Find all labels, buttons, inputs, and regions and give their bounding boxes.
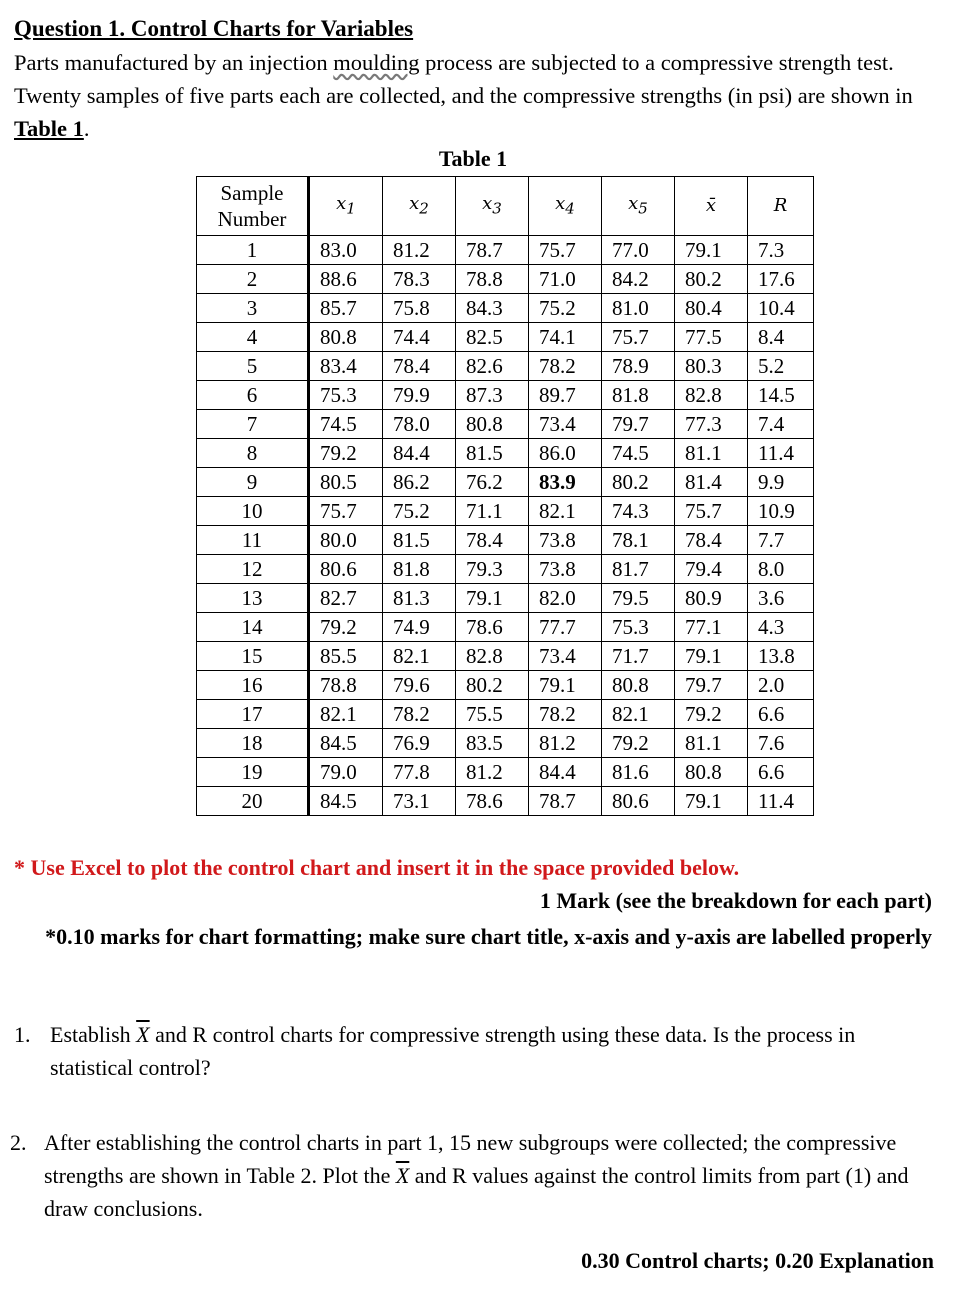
value-cell: 73.8 bbox=[529, 526, 602, 555]
table-row bbox=[197, 497, 814, 526]
formatting-note: *0.10 marks for chart formatting; make sure chart title, x-axis and y-axis are labelled properly bbox=[45, 924, 932, 949]
sample-number-cell: 6 bbox=[197, 381, 309, 410]
header-xbar: x̄ bbox=[675, 177, 748, 236]
sample-number-cell: 3 bbox=[197, 294, 309, 323]
value-cell: 79.4 bbox=[675, 555, 748, 584]
value-cell: 75.7 bbox=[602, 323, 675, 352]
sample-number-cell: 10 bbox=[197, 497, 309, 526]
value-cell: 81.8 bbox=[602, 381, 675, 410]
value-cell: 78.7 bbox=[529, 787, 602, 816]
sample-number-cell: 5 bbox=[197, 352, 309, 381]
sample-number-cell: 17 bbox=[197, 700, 309, 729]
table-row bbox=[197, 323, 814, 352]
value-cell: 73.4 bbox=[529, 642, 602, 671]
value-cell: 84.3 bbox=[456, 294, 529, 323]
value-cell: 80.2 bbox=[602, 468, 675, 497]
value-cell: 82.7 bbox=[309, 584, 383, 613]
value-cell: 6.6 bbox=[748, 758, 814, 787]
header-x2: $x_2$ bbox=[383, 177, 456, 236]
value-cell: 75.2 bbox=[383, 497, 456, 526]
value-cell: 81.3 bbox=[383, 584, 456, 613]
value-cell: 73.1 bbox=[383, 787, 456, 816]
value-cell: 78.6 bbox=[456, 613, 529, 642]
value-cell: 81.4 bbox=[675, 468, 748, 497]
value-cell: 5.2 bbox=[748, 352, 814, 381]
table-row bbox=[197, 671, 814, 700]
table-row bbox=[197, 555, 814, 584]
sample-number-cell: 12 bbox=[197, 555, 309, 584]
value-cell: 74.9 bbox=[383, 613, 456, 642]
value-cell: 82.1 bbox=[602, 700, 675, 729]
value-cell: 81.2 bbox=[529, 729, 602, 758]
value-cell: 4.3 bbox=[748, 613, 814, 642]
value-cell: 13.8 bbox=[748, 642, 814, 671]
value-cell: 79.7 bbox=[675, 671, 748, 700]
value-cell: 78.0 bbox=[383, 410, 456, 439]
value-cell: 78.9 bbox=[602, 352, 675, 381]
value-cell: 75.7 bbox=[309, 497, 383, 526]
sample-number-cell: 19 bbox=[197, 758, 309, 787]
value-cell: 79.2 bbox=[602, 729, 675, 758]
value-cell: 8.0 bbox=[748, 555, 814, 584]
value-cell: 78.6 bbox=[456, 787, 529, 816]
value-cell: 81.2 bbox=[383, 236, 456, 265]
sample-number-cell: 9 bbox=[197, 468, 309, 497]
sample-number-cell: 18 bbox=[197, 729, 309, 758]
sample-number-cell: 7 bbox=[197, 410, 309, 439]
value-cell: 81.8 bbox=[383, 555, 456, 584]
value-cell: 79.1 bbox=[675, 787, 748, 816]
table-row bbox=[197, 352, 814, 381]
item-number: 1. bbox=[14, 1022, 31, 1047]
value-cell: 83.5 bbox=[456, 729, 529, 758]
value-cell: 75.3 bbox=[309, 381, 383, 410]
value-cell: 80.2 bbox=[675, 265, 748, 294]
intro-end: . bbox=[83, 116, 90, 141]
sample-number-cell: 14 bbox=[197, 613, 309, 642]
value-cell: 81.1 bbox=[675, 729, 748, 758]
value-cell: 80.8 bbox=[602, 671, 675, 700]
value-cell: 80.3 bbox=[675, 352, 748, 381]
value-cell: 73.4 bbox=[529, 410, 602, 439]
value-cell: 86.0 bbox=[529, 439, 602, 468]
value-cell: 80.6 bbox=[602, 787, 675, 816]
question-title: Question 1. Control Charts for Variables bbox=[14, 16, 414, 41]
value-cell: 73.8 bbox=[529, 555, 602, 584]
value-cell: 82.1 bbox=[383, 642, 456, 671]
value-cell: 7.4 bbox=[748, 410, 814, 439]
value-cell: 82.8 bbox=[456, 642, 529, 671]
table-row bbox=[197, 265, 814, 294]
question-item-1 bbox=[14, 1018, 934, 1088]
value-cell: 80.0 bbox=[309, 526, 383, 555]
table-row bbox=[197, 236, 814, 265]
table-reference: Table 1 bbox=[14, 116, 84, 141]
value-cell: 78.4 bbox=[675, 526, 748, 555]
value-cell: 78.8 bbox=[309, 671, 383, 700]
value-cell: 79.1 bbox=[675, 236, 748, 265]
value-cell: 80.9 bbox=[675, 584, 748, 613]
value-cell: 78.2 bbox=[529, 352, 602, 381]
header-sample-number: Sample Number bbox=[197, 177, 309, 236]
value-cell: 75.2 bbox=[529, 294, 602, 323]
value-cell: 79.0 bbox=[309, 758, 383, 787]
table-row bbox=[197, 613, 814, 642]
xbar-symbol: $\overline{X}$ bbox=[395, 1163, 410, 1188]
marks-footer: 0.30 Control charts; 0.20 Explanation bbox=[581, 1248, 934, 1273]
value-cell: 71.7 bbox=[602, 642, 675, 671]
value-cell: 81.5 bbox=[456, 439, 529, 468]
value-cell: 89.7 bbox=[529, 381, 602, 410]
value-cell: 11.4 bbox=[748, 439, 814, 468]
value-cell: 14.5 bbox=[748, 381, 814, 410]
value-cell: 71.1 bbox=[456, 497, 529, 526]
value-cell: 77.5 bbox=[675, 323, 748, 352]
value-cell: 79.2 bbox=[675, 700, 748, 729]
value-cell: 80.8 bbox=[309, 323, 383, 352]
value-cell: 78.4 bbox=[456, 526, 529, 555]
value-cell: 81.6 bbox=[602, 758, 675, 787]
value-cell: 17.6 bbox=[748, 265, 814, 294]
excel-instruction: * Use Excel to plot the control chart and insert it in the space provided below. bbox=[14, 855, 740, 880]
table-row bbox=[197, 381, 814, 410]
value-cell: 77.8 bbox=[383, 758, 456, 787]
value-cell: 80.2 bbox=[456, 671, 529, 700]
value-cell: 74.4 bbox=[383, 323, 456, 352]
value-cell: 85.7 bbox=[309, 294, 383, 323]
header-r: R bbox=[748, 177, 814, 236]
mark-breakdown: 1 Mark (see the breakdown for each part) bbox=[539, 888, 932, 913]
value-cell: 78.2 bbox=[529, 700, 602, 729]
value-cell: 81.1 bbox=[675, 439, 748, 468]
value-cell: 79.5 bbox=[602, 584, 675, 613]
item-text: After establishing the control charts in part 1, 15 new subgroups were collected; the compressive strengths are shown in Table 2. Plot the $\overline{X}$ and R values against the control limits from part (1) and draw conclusions. bbox=[44, 1130, 909, 1221]
table-row bbox=[197, 700, 814, 729]
sample-number-cell: 4 bbox=[197, 323, 309, 352]
sample-number-cell: 15 bbox=[197, 642, 309, 671]
value-cell: 79.1 bbox=[529, 671, 602, 700]
sample-number-cell: 2 bbox=[197, 265, 309, 294]
value-cell: 87.3 bbox=[456, 381, 529, 410]
table-row bbox=[197, 787, 814, 816]
value-cell: 80.5 bbox=[309, 468, 383, 497]
value-cell: 82.6 bbox=[456, 352, 529, 381]
value-cell: 78.1 bbox=[602, 526, 675, 555]
sample-number-cell: 8 bbox=[197, 439, 309, 468]
value-cell: 80.6 bbox=[309, 555, 383, 584]
value-cell: 74.3 bbox=[602, 497, 675, 526]
table-row bbox=[197, 526, 814, 555]
intro-text-b: process are subjected to a compressive strength test. Twenty samples of five parts each are collected, and the compressive strengths (in psi) are shown in bbox=[14, 50, 913, 108]
value-cell: 82.1 bbox=[309, 700, 383, 729]
header-x5: $x_5$ bbox=[602, 177, 675, 236]
value-cell: 77.7 bbox=[529, 613, 602, 642]
value-cell: 7.6 bbox=[748, 729, 814, 758]
value-cell: 79.3 bbox=[456, 555, 529, 584]
value-cell: 81.7 bbox=[602, 555, 675, 584]
value-cell: 81.0 bbox=[602, 294, 675, 323]
value-cell: 7.7 bbox=[748, 526, 814, 555]
value-cell: 80.8 bbox=[456, 410, 529, 439]
value-cell: 88.6 bbox=[309, 265, 383, 294]
value-cell: 10.9 bbox=[748, 497, 814, 526]
value-cell: 84.2 bbox=[602, 265, 675, 294]
value-cell: 79.2 bbox=[309, 613, 383, 642]
value-cell: 76.2 bbox=[456, 468, 529, 497]
value-cell: 82.0 bbox=[529, 584, 602, 613]
value-cell: 76.9 bbox=[383, 729, 456, 758]
header-x1: $x_1$ bbox=[309, 177, 383, 236]
value-cell: 79.2 bbox=[309, 439, 383, 468]
value-cell: 8.4 bbox=[748, 323, 814, 352]
value-cell: 78.7 bbox=[456, 236, 529, 265]
value-cell: 71.0 bbox=[529, 265, 602, 294]
sample-number-cell: 11 bbox=[197, 526, 309, 555]
value-cell: 84.5 bbox=[309, 729, 383, 758]
value-cell: 83.4 bbox=[309, 352, 383, 381]
value-cell: 79.6 bbox=[383, 671, 456, 700]
value-cell: 78.8 bbox=[456, 265, 529, 294]
question-item-2 bbox=[10, 1126, 940, 1230]
value-cell: 78.3 bbox=[383, 265, 456, 294]
value-cell: 85.5 bbox=[309, 642, 383, 671]
value-cell: 86.2 bbox=[383, 468, 456, 497]
value-cell: 75.5 bbox=[456, 700, 529, 729]
table-caption: Table 1 bbox=[438, 146, 508, 171]
value-cell: 2.0 bbox=[748, 671, 814, 700]
value-cell: 78.2 bbox=[383, 700, 456, 729]
value-cell: 74.1 bbox=[529, 323, 602, 352]
table-row bbox=[197, 294, 814, 323]
value-cell: 83.9 bbox=[529, 468, 602, 497]
value-cell: 79.1 bbox=[675, 642, 748, 671]
sample-number-cell: 16 bbox=[197, 671, 309, 700]
value-cell: 78.4 bbox=[383, 352, 456, 381]
value-cell: 79.9 bbox=[383, 381, 456, 410]
value-cell: 83.0 bbox=[309, 236, 383, 265]
item-text: Establish $\overline{X}$ and R control charts for compressive strength using these data. Is the process in statistical control? bbox=[50, 1022, 856, 1080]
value-cell: 77.1 bbox=[675, 613, 748, 642]
value-cell: 80.4 bbox=[675, 294, 748, 323]
value-cell: 84.4 bbox=[383, 439, 456, 468]
value-cell: 74.5 bbox=[602, 439, 675, 468]
value-cell: 80.8 bbox=[675, 758, 748, 787]
value-cell: 84.4 bbox=[529, 758, 602, 787]
value-cell: 7.3 bbox=[748, 236, 814, 265]
value-cell: 82.8 bbox=[675, 381, 748, 410]
value-cell: 79.1 bbox=[456, 584, 529, 613]
value-cell: 75.7 bbox=[675, 497, 748, 526]
value-cell: 82.1 bbox=[529, 497, 602, 526]
value-cell: 81.2 bbox=[456, 758, 529, 787]
value-cell: 81.5 bbox=[383, 526, 456, 555]
value-cell: 6.6 bbox=[748, 700, 814, 729]
table-row bbox=[197, 584, 814, 613]
spellcheck-word: moulding bbox=[333, 50, 420, 75]
value-cell: 3.6 bbox=[748, 584, 814, 613]
value-cell: 84.5 bbox=[309, 787, 383, 816]
value-cell: 75.7 bbox=[529, 236, 602, 265]
data-table bbox=[196, 176, 814, 816]
table-row bbox=[197, 642, 814, 671]
value-cell: 79.7 bbox=[602, 410, 675, 439]
item-number: 2. bbox=[10, 1130, 27, 1155]
value-cell: 75.3 bbox=[602, 613, 675, 642]
header-x4: $x_4$ bbox=[529, 177, 602, 236]
table-row bbox=[197, 410, 814, 439]
value-cell: 10.4 bbox=[748, 294, 814, 323]
sample-number-cell: 1 bbox=[197, 236, 309, 265]
sample-number-cell: 20 bbox=[197, 787, 309, 816]
value-cell: 77.0 bbox=[602, 236, 675, 265]
table-row bbox=[197, 468, 814, 497]
xbar-symbol: $\overline{X}$ bbox=[136, 1022, 150, 1047]
value-cell: 77.3 bbox=[675, 410, 748, 439]
value-cell: 82.5 bbox=[456, 323, 529, 352]
intro-paragraph bbox=[14, 46, 959, 145]
value-cell: 11.4 bbox=[748, 787, 814, 816]
sample-number-cell: 13 bbox=[197, 584, 309, 613]
value-cell: 9.9 bbox=[748, 468, 814, 497]
value-cell: 74.5 bbox=[309, 410, 383, 439]
intro-text-a: Parts manufactured by an injection bbox=[14, 50, 334, 75]
value-cell: 75.8 bbox=[383, 294, 456, 323]
table-row bbox=[197, 729, 814, 758]
table-row bbox=[197, 439, 814, 468]
table-row bbox=[197, 758, 814, 787]
header-x3: $x_3$ bbox=[456, 177, 529, 236]
table-header-row bbox=[197, 177, 814, 236]
